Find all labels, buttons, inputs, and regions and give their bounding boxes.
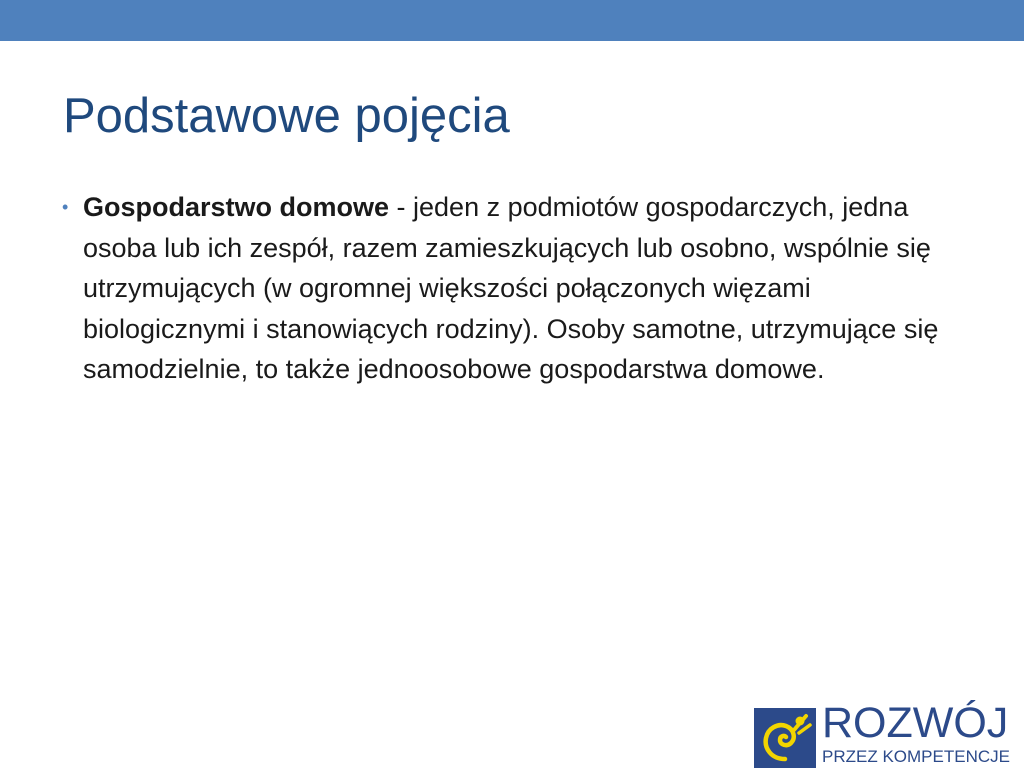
spiral-figure-icon (754, 708, 816, 768)
bullet-text: - jeden z podmiotów gospodarczych, jedna osoba lub ich zespół, razem zamieszkujących lub osobno, wspólnie się utrzymujących (w ogromnej większości połączonych więzami biologicznymi i stanowiących rodziny). Osoby samotne, utrzymujące się samodzielnie, to także jednoosobowe gospodarstwa domowe. (83, 192, 939, 384)
slide-title: Podstawowe pojęcia (63, 89, 510, 143)
bullet-item (62, 187, 962, 390)
logo-wordmark: ROZWÓJ (822, 699, 1009, 747)
bullet-marker: • (62, 197, 69, 217)
logo-tagline: PRZEZ KOMPETENCJE (822, 747, 1010, 766)
bullet-term: Gospodarstwo domowe (83, 192, 390, 222)
logo (754, 698, 1024, 768)
top-band (0, 0, 1024, 41)
slide-content (62, 187, 962, 390)
